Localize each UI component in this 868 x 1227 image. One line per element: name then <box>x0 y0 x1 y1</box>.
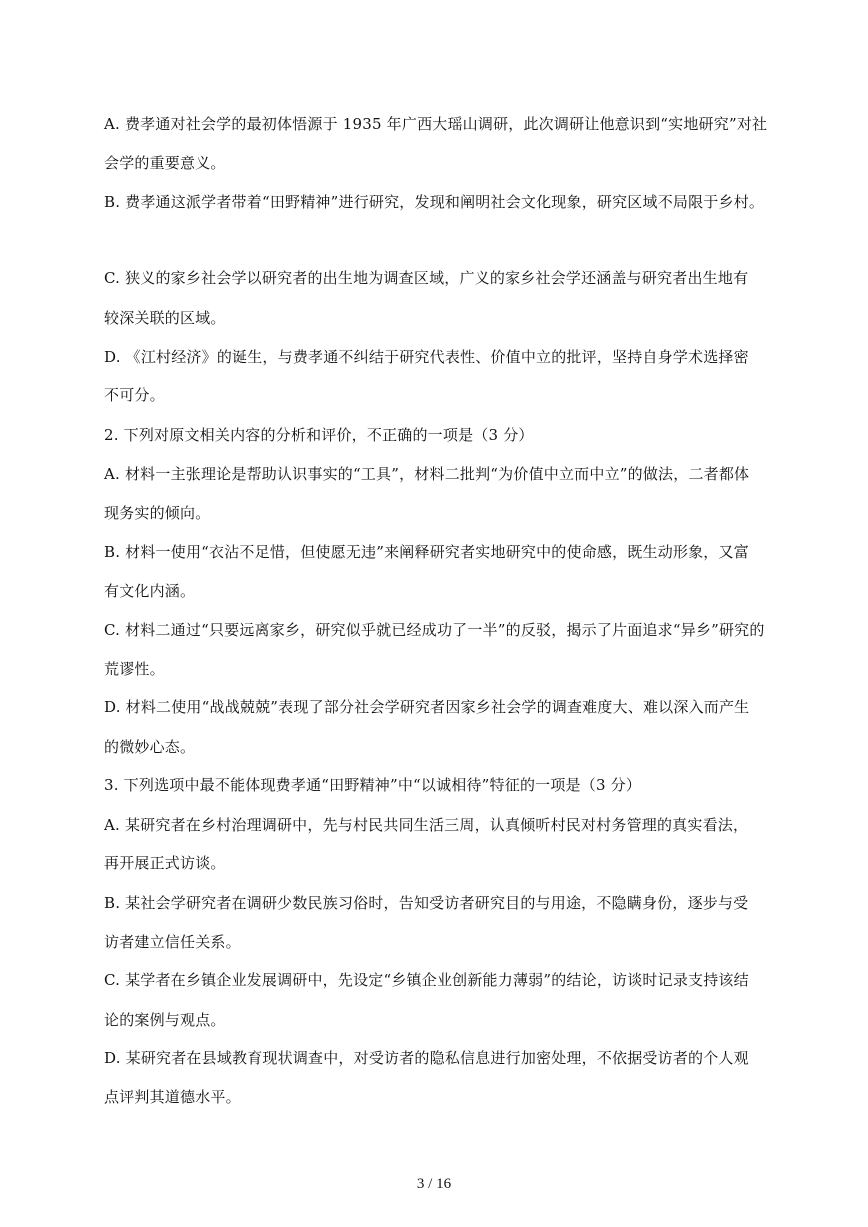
q1-option-c-line-1: C. 狭义的家乡社会学以研究者的出生地为调查区域，广义的家乡社会学还涵盖与研究者出生地有 <box>104 269 749 287</box>
q1-option-a-line-1: A. 费孝通对社会学的最初体悟源于 1935 年广西大瑶山调研，此次调研让他意识到“实地研究”对社 <box>104 115 768 133</box>
q2-option-c-line-2: 荒谬性。 <box>104 660 165 678</box>
q2-option-b-line-2: 有文化内涵。 <box>104 582 196 600</box>
q3-option-b-line-1: B. 某社会学研究者在调研少数民族习俗时，告知受访者研究目的与用途，不隐瞒身份，逐步与受 <box>104 894 749 912</box>
q1-option-b-line-1: B. 费孝通这派学者带着“田野精神”进行研究，发现和阐明社会文化现象，研究区域不局限于乡村。 <box>104 193 765 211</box>
q3-option-a-line-1: A. 某研究者在乡村治理调研中，先与村民共同生活三周，认真倾听村民对村务管理的真实看法， <box>104 816 749 834</box>
q2-option-c-line-1: C. 材料二通过“只要远离家乡，研究似乎就已经成功了一半”的反驳，揭示了片面追求“异乡”研究的 <box>104 621 765 639</box>
q2-option-a-line-2: 现务实的倾向。 <box>104 504 211 522</box>
q2-stem: 2. 下列对原文相关内容的分析和评价，不正确的一项是（3 分） <box>104 426 534 444</box>
q1-option-a-line-2: 会学的重要意义。 <box>104 154 226 172</box>
q3-option-d-line-1: D. 某研究者在县域教育现状调查中，对受访者的隐私信息进行加密处理，不依据受访者的个人观 <box>104 1049 749 1067</box>
q2-option-d-line-2: 的微妙心态。 <box>104 738 196 756</box>
q3-option-d-line-2: 点评判其道德水平。 <box>104 1088 241 1106</box>
q2-option-b-line-1: B. 材料一使用“衣沾不足惜，但使愿无违”来阐释研究者实地研究中的使命感，既生动形象，又富 <box>104 543 749 561</box>
q2-option-d-line-1: D. 材料二使用“战战兢兢”表现了部分社会学研究者因家乡社会学的调查难度大、难以深入而产生 <box>104 698 750 716</box>
q3-option-a-line-2: 再开展正式访谈。 <box>104 854 226 872</box>
q3-option-b-line-2: 访者建立信任关系。 <box>104 933 241 951</box>
page-number: 3 / 16 <box>416 1176 452 1192</box>
q1-option-d-line-1: D. 《江村经济》的诞生，与费孝通不纠结于研究代表性、价值中立的批评，坚持自身学术选择密 <box>104 348 749 366</box>
q3-option-c-line-1: C. 某学者在乡镇企业发展调研中，先设定“乡镇企业创新能力薄弱”的结论，访谈时记录支持该结 <box>104 971 749 989</box>
q3-stem: 3. 下列选项中最不能体现费孝通“田野精神”中“以诚相待”特征的一项是（3 分） <box>104 776 642 794</box>
q1-option-d-line-2: 不可分。 <box>104 386 165 404</box>
q2-option-a-line-1: A. 材料一主张理论是帮助认识事实的“工具”，材料二批判“为价值中立而中立”的做法，二者都体 <box>104 465 750 483</box>
q3-option-c-line-2: 论的案例与观点。 <box>104 1011 226 1029</box>
q1-option-c-line-2: 较深关联的区域。 <box>104 309 226 327</box>
